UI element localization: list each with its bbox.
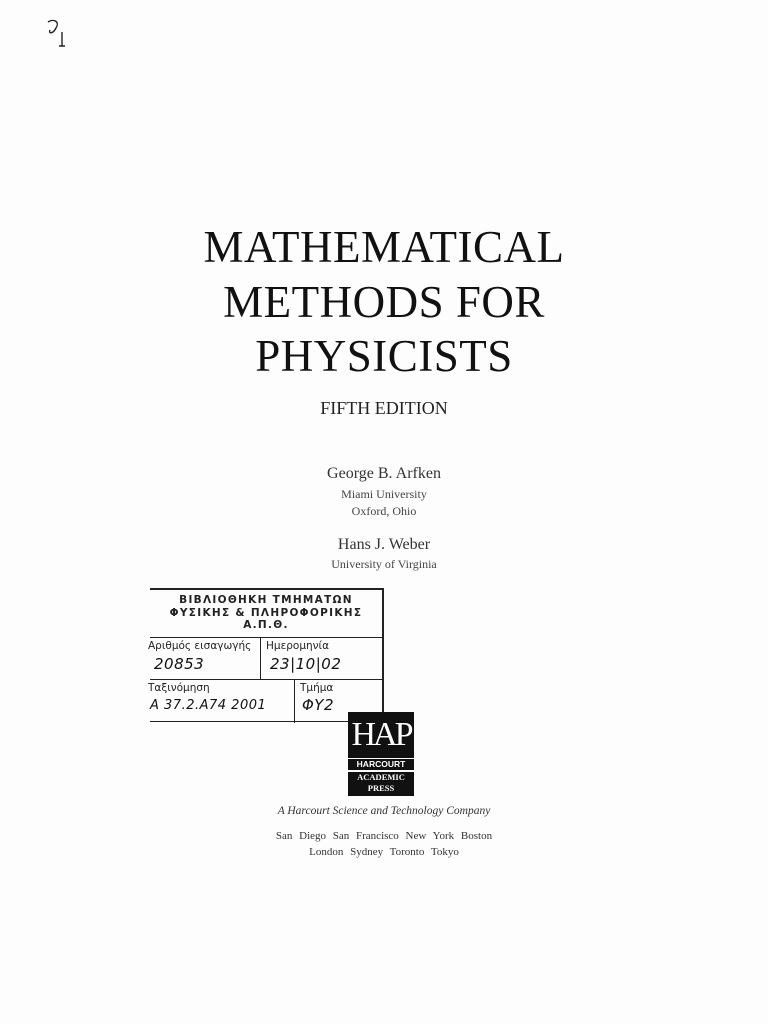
handwritten-mark xyxy=(44,12,74,52)
publisher-tagline: A Harcourt Science and Technology Company xyxy=(277,805,491,817)
stamp-classification-value: Α 37.2.Α74 2001 xyxy=(150,698,267,713)
stamp-divider xyxy=(150,679,382,680)
title-line-1: MATHEMATICAL xyxy=(203,222,565,272)
author-1-affiliation: Miami University xyxy=(341,487,427,501)
stamp-header-line-2: ΦΥΣΙΚΗΣ & ΠΛΗΡΟΦΟΡΙΚΗΣ xyxy=(169,606,363,619)
edition-label: FIFTH EDITION xyxy=(320,398,448,418)
stamp-date-value: 23|10|02 xyxy=(270,655,342,673)
stamp-header-line-1: ΒΙΒΛΙΟΘΗΚΗ ΤΜΗΜΑΤΩΝ xyxy=(179,594,353,606)
stamp-department-value: ΦΥ2 xyxy=(302,696,335,714)
author-1-name: George B. Arfken xyxy=(327,465,441,482)
publisher-cities-line-2: London Sydney Toronto Tokyo xyxy=(309,846,459,858)
logo-press: PRESS xyxy=(367,783,395,793)
stamp-date-label: Ημερομηνία xyxy=(266,640,330,652)
stamp-header-line-3: Α.Π.Θ. xyxy=(243,619,289,631)
stamp-divider xyxy=(150,637,382,638)
author-1-location: Oxford, Ohio xyxy=(351,504,417,518)
title-line-2: METHODS FOR xyxy=(223,277,545,327)
logo-academic: ACADEMIC xyxy=(357,772,405,782)
author-2-name: Hans J. Weber xyxy=(337,536,431,553)
title-line-3: PHYSICISTS xyxy=(255,331,513,381)
author-2-affiliation: University of Virginia xyxy=(331,557,437,571)
hap-logo-mark: HAP xyxy=(348,712,414,758)
stamp-department-label: Τμήμα xyxy=(300,682,334,694)
library-stamp xyxy=(150,588,384,723)
stamp-classification-label: Ταξινόμηση xyxy=(148,682,210,694)
logo-academic-press xyxy=(348,772,414,796)
stamp-header xyxy=(150,594,382,632)
stamp-divider xyxy=(260,637,261,679)
logo-harcourt: HARCOURT xyxy=(348,759,414,770)
publisher-cities-line-1: San Diego San Francisco New York Boston xyxy=(275,830,493,842)
publisher-logo xyxy=(348,712,414,796)
stamp-divider xyxy=(294,679,295,723)
stamp-accession-label: Αριθμός εισαγωγής xyxy=(148,640,252,652)
stamp-accession-value: 20853 xyxy=(154,655,205,673)
